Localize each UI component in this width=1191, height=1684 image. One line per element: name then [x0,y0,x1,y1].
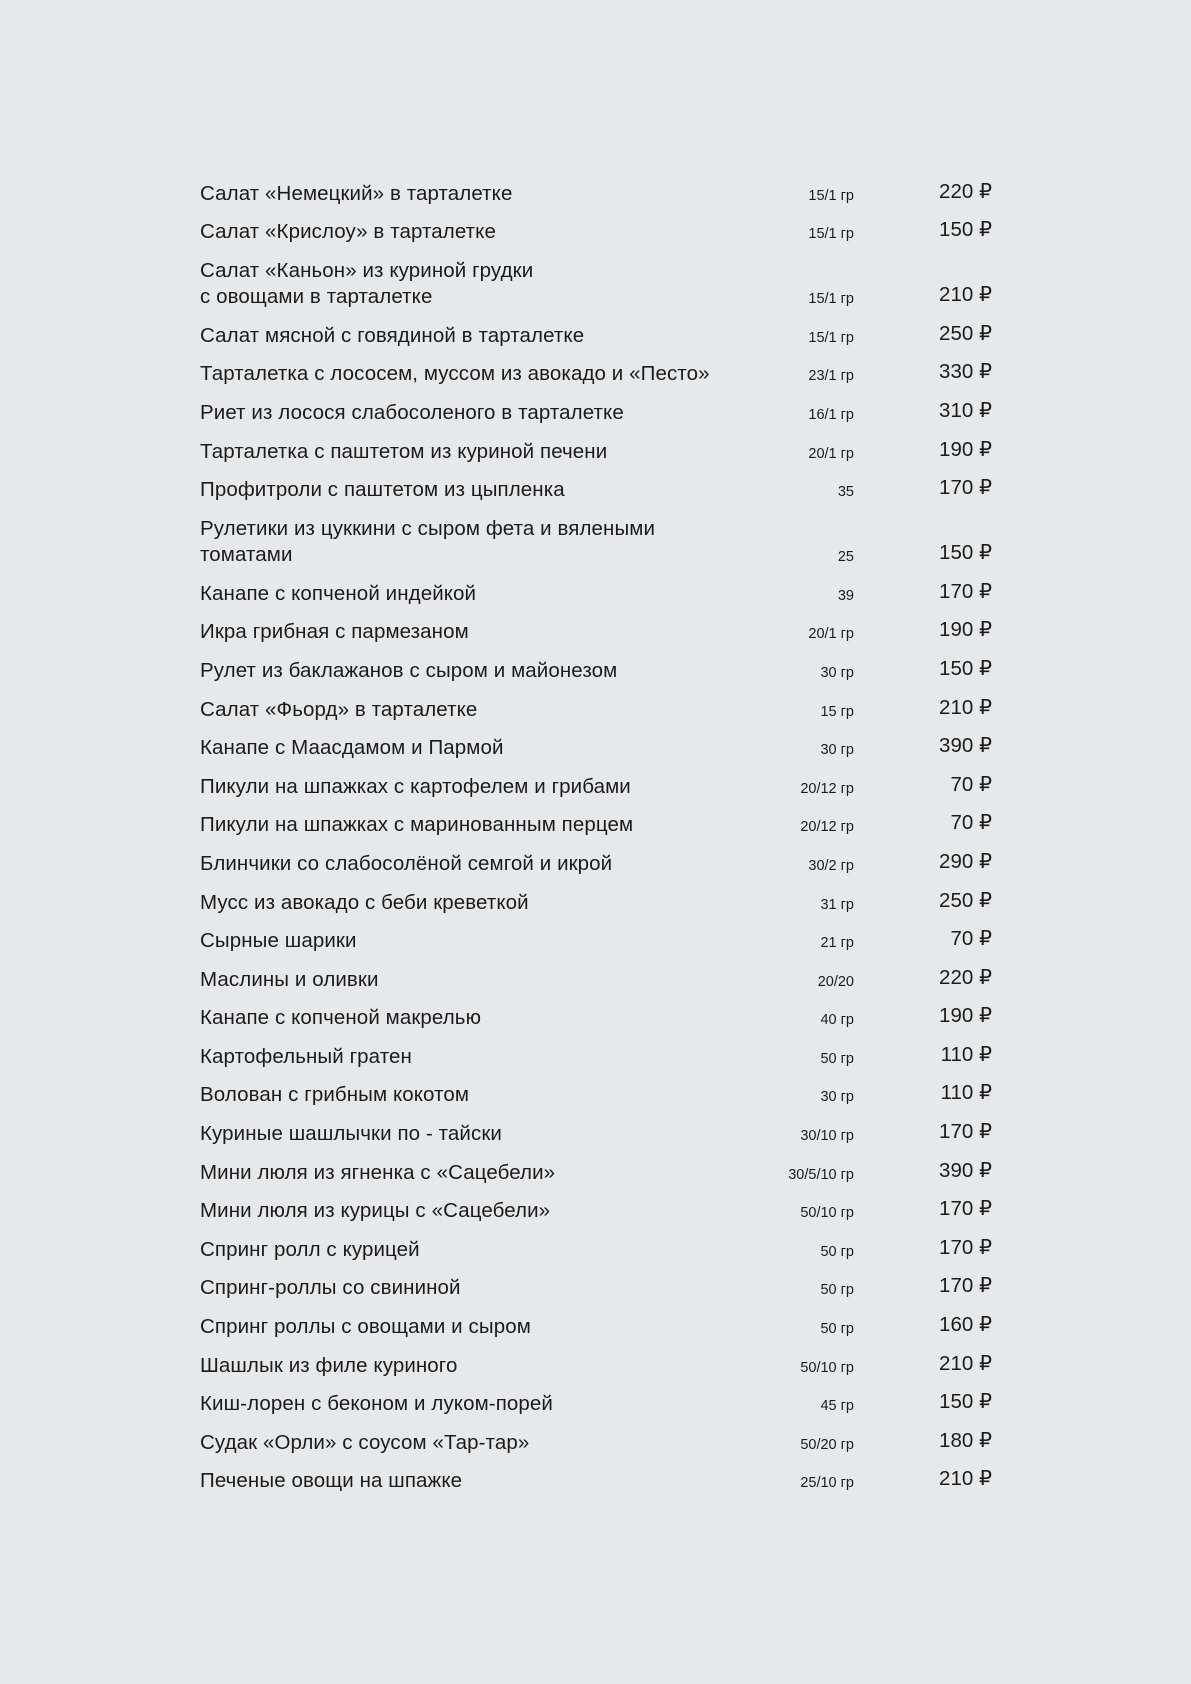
menu-item-weight: 20/1 гр [808,445,854,462]
menu-item-price: 70 ₽ [950,772,992,796]
menu-item [200,355,992,394]
menu-item-name: Салат «Фьорд» в тарталетке [200,697,478,721]
menu-item-price: 170 ₽ [939,579,992,603]
menu-item-name: Рулет из баклажанов с сыром и майонезом [200,658,618,682]
menu-item-name: Салат «Крислоу» в тарталетке [200,220,496,244]
menu-item [200,509,992,574]
menu-item-price: 150 ₽ [939,541,992,565]
menu-item-price: 170 ₽ [939,1197,992,1221]
menu-item [200,1462,992,1501]
menu-item-weight: 39 [837,587,854,604]
menu-item-name: Блинчики со слабосолёной семгой и икрой [200,851,613,875]
menu-item [200,767,992,806]
menu-item-name: Тарталетка с паштетом из куриной печени [200,439,608,463]
menu-item-name: Канапе с копченой индейкой [200,581,477,605]
menu-item-name: Икра грибная с пармезаном [200,620,469,644]
menu-item [200,1307,992,1346]
menu-item-price: 190 ₽ [939,437,992,461]
menu-item [200,729,992,768]
menu-item-price: 220 ₽ [939,179,992,203]
menu-item-price: 150 ₽ [939,1390,992,1414]
menu-item [200,806,992,845]
menu-item-price: 170 ₽ [939,1120,992,1144]
menu-item-price: 180 ₽ [939,1428,992,1452]
menu-item-weight: 50/20 гр [800,1436,854,1453]
menu-item [200,1153,992,1192]
menu-item-weight: 20/12 гр [800,819,854,836]
menu-item-weight: 45 гр [820,1398,854,1415]
menu-item-name: Спринг ролл с курицей [200,1237,420,1261]
menu-item [200,432,992,471]
menu-item-name: Салат «Каньон» из куриной грудки с овощами в тарталетке [200,259,534,309]
menu-item [200,1114,992,1153]
menu-item-name: Пикули на шпажках с маринованным перцем [200,813,634,837]
menu-item-name: Волован с грибным кокотом [200,1083,470,1107]
menu-item-price: 210 ₽ [939,283,992,307]
menu-item [200,251,992,316]
menu-item-name: Салат мясной с говядиной в тарталетке [200,323,585,347]
menu-item [200,690,992,729]
menu-item-name: Риет из лосося слабосоленого в тарталетке [200,400,624,424]
menu-item-weight: 15/1 гр [808,329,854,346]
menu-item [200,1385,992,1424]
menu-item-price: 190 ₽ [939,618,992,642]
menu-item [200,844,992,883]
menu-item-name: Судак «Орли» с соусом «Тар-тар» [200,1430,530,1454]
menu-item-price: 160 ₽ [939,1313,992,1337]
menu-item-weight: 35 [837,484,854,501]
menu-item-name: Куриные шашлычки по - тайски [200,1122,502,1146]
menu-item [200,471,992,510]
menu-item [200,213,992,252]
menu-item [200,174,992,213]
menu-item [200,613,992,652]
menu-item [200,1423,992,1462]
menu-item-name: Канапе с Маасдамом и Пармой [200,736,504,760]
menu-item [200,922,992,961]
menu-item-price: 290 ₽ [939,849,992,873]
menu-item-weight: 50 гр [820,1282,854,1299]
menu-item-weight: 15/1 гр [808,187,854,204]
menu-item [200,960,992,999]
menu-item-weight: 30 гр [820,742,854,759]
menu-item [200,883,992,922]
menu-item-price: 150 ₽ [939,656,992,680]
menu-item-weight: 20/1 гр [808,626,854,643]
menu-item-name: Маслины и оливки [200,967,379,991]
menu-item-weight: 30/2 гр [808,857,854,874]
menu-item-price: 110 ₽ [940,1081,992,1105]
menu-item [200,1346,992,1385]
menu-item-weight: 50/10 гр [800,1359,854,1376]
menu-item [200,574,992,613]
menu-item-price: 390 ₽ [939,734,992,758]
menu-item [200,1230,992,1269]
menu-item-name: Спринг роллы с овощами и сыром [200,1315,531,1339]
menu-item-name: Салат «Немецкий» в тарталетке [200,181,513,205]
menu-item-price: 170 ₽ [939,1274,992,1298]
menu-item [200,651,992,690]
menu-item-weight: 25 [837,549,854,566]
menu-item-name: Картофельный гратен [200,1044,412,1068]
menu-item-name: Канапе с копченой макрелью [200,1006,482,1030]
menu-item-weight: 30/5/10 гр [788,1166,854,1183]
menu-item-price: 310 ₽ [939,398,992,422]
menu-item-name: Мини люля из ягненка с «Сацебели» [200,1160,556,1184]
menu-item [200,393,992,432]
menu-item-weight: 31 гр [820,896,854,913]
menu-item-price: 70 ₽ [950,927,992,951]
menu-item-weight: 20/12 гр [800,780,854,797]
menu-item-weight: 20/20 [817,973,854,990]
menu-item-name: Мини люля из курицы с «Сацебели» [200,1199,551,1223]
menu-item-weight: 30 гр [820,664,854,681]
menu-item [200,1037,992,1076]
menu-item-price: 70 ₽ [950,811,992,835]
menu-item-weight: 50 гр [820,1050,854,1067]
menu-item-weight: 21 гр [820,935,854,952]
menu-item-price: 170 ₽ [939,1235,992,1259]
menu-item-weight: 50 гр [820,1321,854,1338]
menu-item-price: 250 ₽ [939,321,992,345]
menu-item-price: 190 ₽ [939,1004,992,1028]
menu-item [200,1192,992,1231]
menu-item-name: Мусс из авокадо с беби креветкой [200,890,529,914]
menu-item-weight: 15/1 гр [808,226,854,243]
menu-item-price: 390 ₽ [939,1158,992,1182]
menu-item-name: Киш-лорен с беконом и луком-порей [200,1392,553,1416]
menu-item-price: 210 ₽ [939,695,992,719]
menu-item-price: 330 ₽ [939,360,992,384]
menu-item-weight: 15 гр [820,703,854,720]
menu-item-name: Печеные овощи на шпажке [200,1469,463,1493]
menu-item-weight: 30 гр [820,1089,854,1106]
menu-item-price: 150 ₽ [939,218,992,242]
menu-item [200,999,992,1038]
menu-item-price: 220 ₽ [939,965,992,989]
menu-item-name: Сырные шарики [200,929,357,953]
menu-item-name: Спринг-роллы со свининой [200,1276,461,1300]
menu-item-weight: 50 гр [820,1243,854,1260]
menu-item [200,1076,992,1115]
menu-item-weight: 16/1 гр [808,406,854,423]
menu-item-weight: 25/10 гр [800,1475,854,1492]
menu-item-price: 210 ₽ [939,1467,992,1491]
menu-item [200,316,992,355]
menu-item-name: Тарталетка с лососем, муссом из авокадо и «Песто» [200,362,710,386]
menu-item-price: 250 ₽ [939,888,992,912]
menu-item [200,1269,992,1308]
menu-item-price: 210 ₽ [939,1351,992,1375]
menu-item-weight: 23/1 гр [808,368,854,385]
menu-item-weight: 30/10 гр [800,1128,854,1145]
menu-item-weight: 15/1 гр [808,291,854,308]
menu-item-price: 110 ₽ [940,1042,992,1066]
menu-item-weight: 50/10 гр [800,1205,854,1222]
menu-item-name: Пикули на шпажках с картофелем и грибами [200,774,631,798]
menu-item-name: Рулетики из цуккини с сыром фета и вялеными томатами [200,517,656,567]
menu-list [200,174,992,1500]
menu-item-weight: 40 гр [820,1012,854,1029]
menu-item-name: Шашлык из филе куриного [200,1353,458,1377]
menu-item-name: Профитроли с паштетом из цыпленка [200,478,565,502]
menu-item-price: 170 ₽ [939,476,992,500]
